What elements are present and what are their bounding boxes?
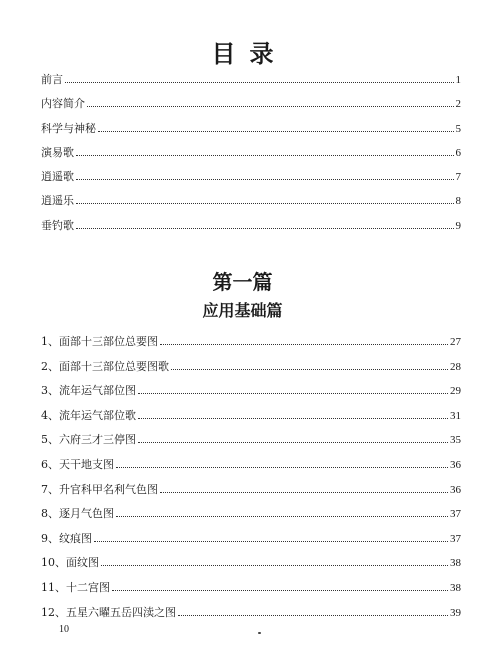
- toc-entry-page: 37: [450, 508, 461, 521]
- toc-entry-page: 27: [450, 336, 461, 348]
- toc-entry: [41, 141, 461, 165]
- print-speck: [258, 632, 261, 634]
- toc-entry-title: 2、面部十三部位总要图歌: [41, 359, 169, 373]
- toc-entry: [41, 428, 461, 453]
- toc-entry-page: 36: [450, 483, 461, 496]
- toc-entry-page: 31: [450, 409, 461, 422]
- toc-entry: [41, 355, 461, 380]
- toc-entry-page: 5: [455, 122, 461, 135]
- toc-entry-page: 38: [450, 557, 461, 570]
- toc-entry: [41, 165, 461, 189]
- toc-entry-page: 7: [455, 171, 461, 184]
- dot-leader: [65, 82, 454, 83]
- toc-entry-title: 9、纹痕图: [41, 531, 92, 545]
- toc-entry-page: 39: [450, 606, 461, 619]
- toc-entry-page: 6: [455, 146, 461, 159]
- toc-entry: [41, 478, 461, 503]
- dot-leader: [76, 228, 454, 229]
- toc-entry: [41, 601, 461, 626]
- toc-entry-title: 垂钓歌: [41, 218, 74, 232]
- page-number: 10: [59, 624, 69, 635]
- dot-leader: [138, 393, 448, 394]
- toc-entry-page: 1: [455, 74, 461, 86]
- toc-entry-page: 38: [450, 581, 461, 594]
- toc-heading: 目录: [211, 39, 288, 68]
- toc-entry-title: 内容简介: [41, 97, 85, 111]
- dot-leader: [160, 344, 448, 345]
- part-entries-list: [41, 330, 461, 625]
- toc-entry: [41, 453, 461, 478]
- toc-entry-title: 逍遥乐: [41, 194, 74, 208]
- dot-leader: [112, 590, 448, 591]
- toc-entry: [41, 527, 461, 552]
- toc-entry-title: 7、升官科甲名利气色图: [41, 482, 158, 496]
- toc-entry: [41, 117, 461, 141]
- toc-entry-page: 9: [455, 219, 461, 232]
- toc-entry: [41, 68, 461, 92]
- toc-entry: [41, 502, 461, 527]
- dot-leader: [138, 442, 448, 443]
- toc-entry-page: 2: [455, 98, 461, 111]
- toc-entry-title: 3、流年运气部位图: [41, 384, 136, 398]
- toc-entry: [41, 404, 461, 429]
- front-matter-list: [41, 68, 461, 238]
- toc-entry-page: 35: [450, 434, 461, 447]
- dot-leader: [160, 492, 448, 493]
- toc-entry-title: 10、面纹图: [41, 556, 99, 570]
- toc-entry-page: 28: [450, 360, 461, 373]
- toc-entry-title: 演易歌: [41, 145, 74, 159]
- toc-entry-page: 37: [450, 532, 461, 545]
- toc-entry-title: 4、流年运气部位歌: [41, 408, 136, 422]
- toc-entry: [41, 551, 461, 576]
- toc-entry: [41, 214, 461, 238]
- dot-leader: [76, 203, 454, 204]
- toc-entry-title: 12、五星六曜五岳四渎之图: [41, 605, 176, 619]
- dot-leader: [94, 541, 448, 542]
- toc-entry-page: 36: [450, 458, 461, 471]
- dot-leader: [171, 369, 448, 370]
- toc-entry-title: 1、面部十三部位总要图: [41, 335, 158, 348]
- dot-leader: [98, 131, 454, 132]
- dot-leader: [116, 467, 448, 468]
- toc-entry-page: 8: [455, 195, 461, 208]
- toc-entry: [41, 189, 461, 213]
- dot-leader: [76, 179, 454, 180]
- dot-leader: [138, 418, 448, 419]
- dot-leader: [87, 106, 454, 107]
- toc-entry-title: 8、逐月气色图: [41, 507, 114, 521]
- toc-entry-title: 5、六府三才三停图: [41, 433, 136, 447]
- toc-entry-title: 6、天干地支图: [41, 457, 114, 471]
- toc-entry: [41, 576, 461, 601]
- toc-entry-title: 科学与神秘: [41, 121, 96, 135]
- toc-entry-title: 逍遥歌: [41, 170, 74, 184]
- toc-entry-page: 29: [450, 385, 461, 398]
- toc-entry-title: 前言: [41, 73, 63, 86]
- dot-leader: [116, 516, 448, 517]
- toc-entry: [41, 330, 461, 355]
- part-subtitle: 应用基础篇: [202, 301, 283, 320]
- dot-leader: [76, 155, 454, 156]
- toc-entry: [41, 92, 461, 116]
- part-title: 第一篇: [212, 270, 273, 294]
- toc-entry: [41, 379, 461, 404]
- toc-entry-title: 11、十二宫图: [41, 580, 110, 594]
- dot-leader: [178, 615, 448, 616]
- dot-leader: [101, 565, 448, 566]
